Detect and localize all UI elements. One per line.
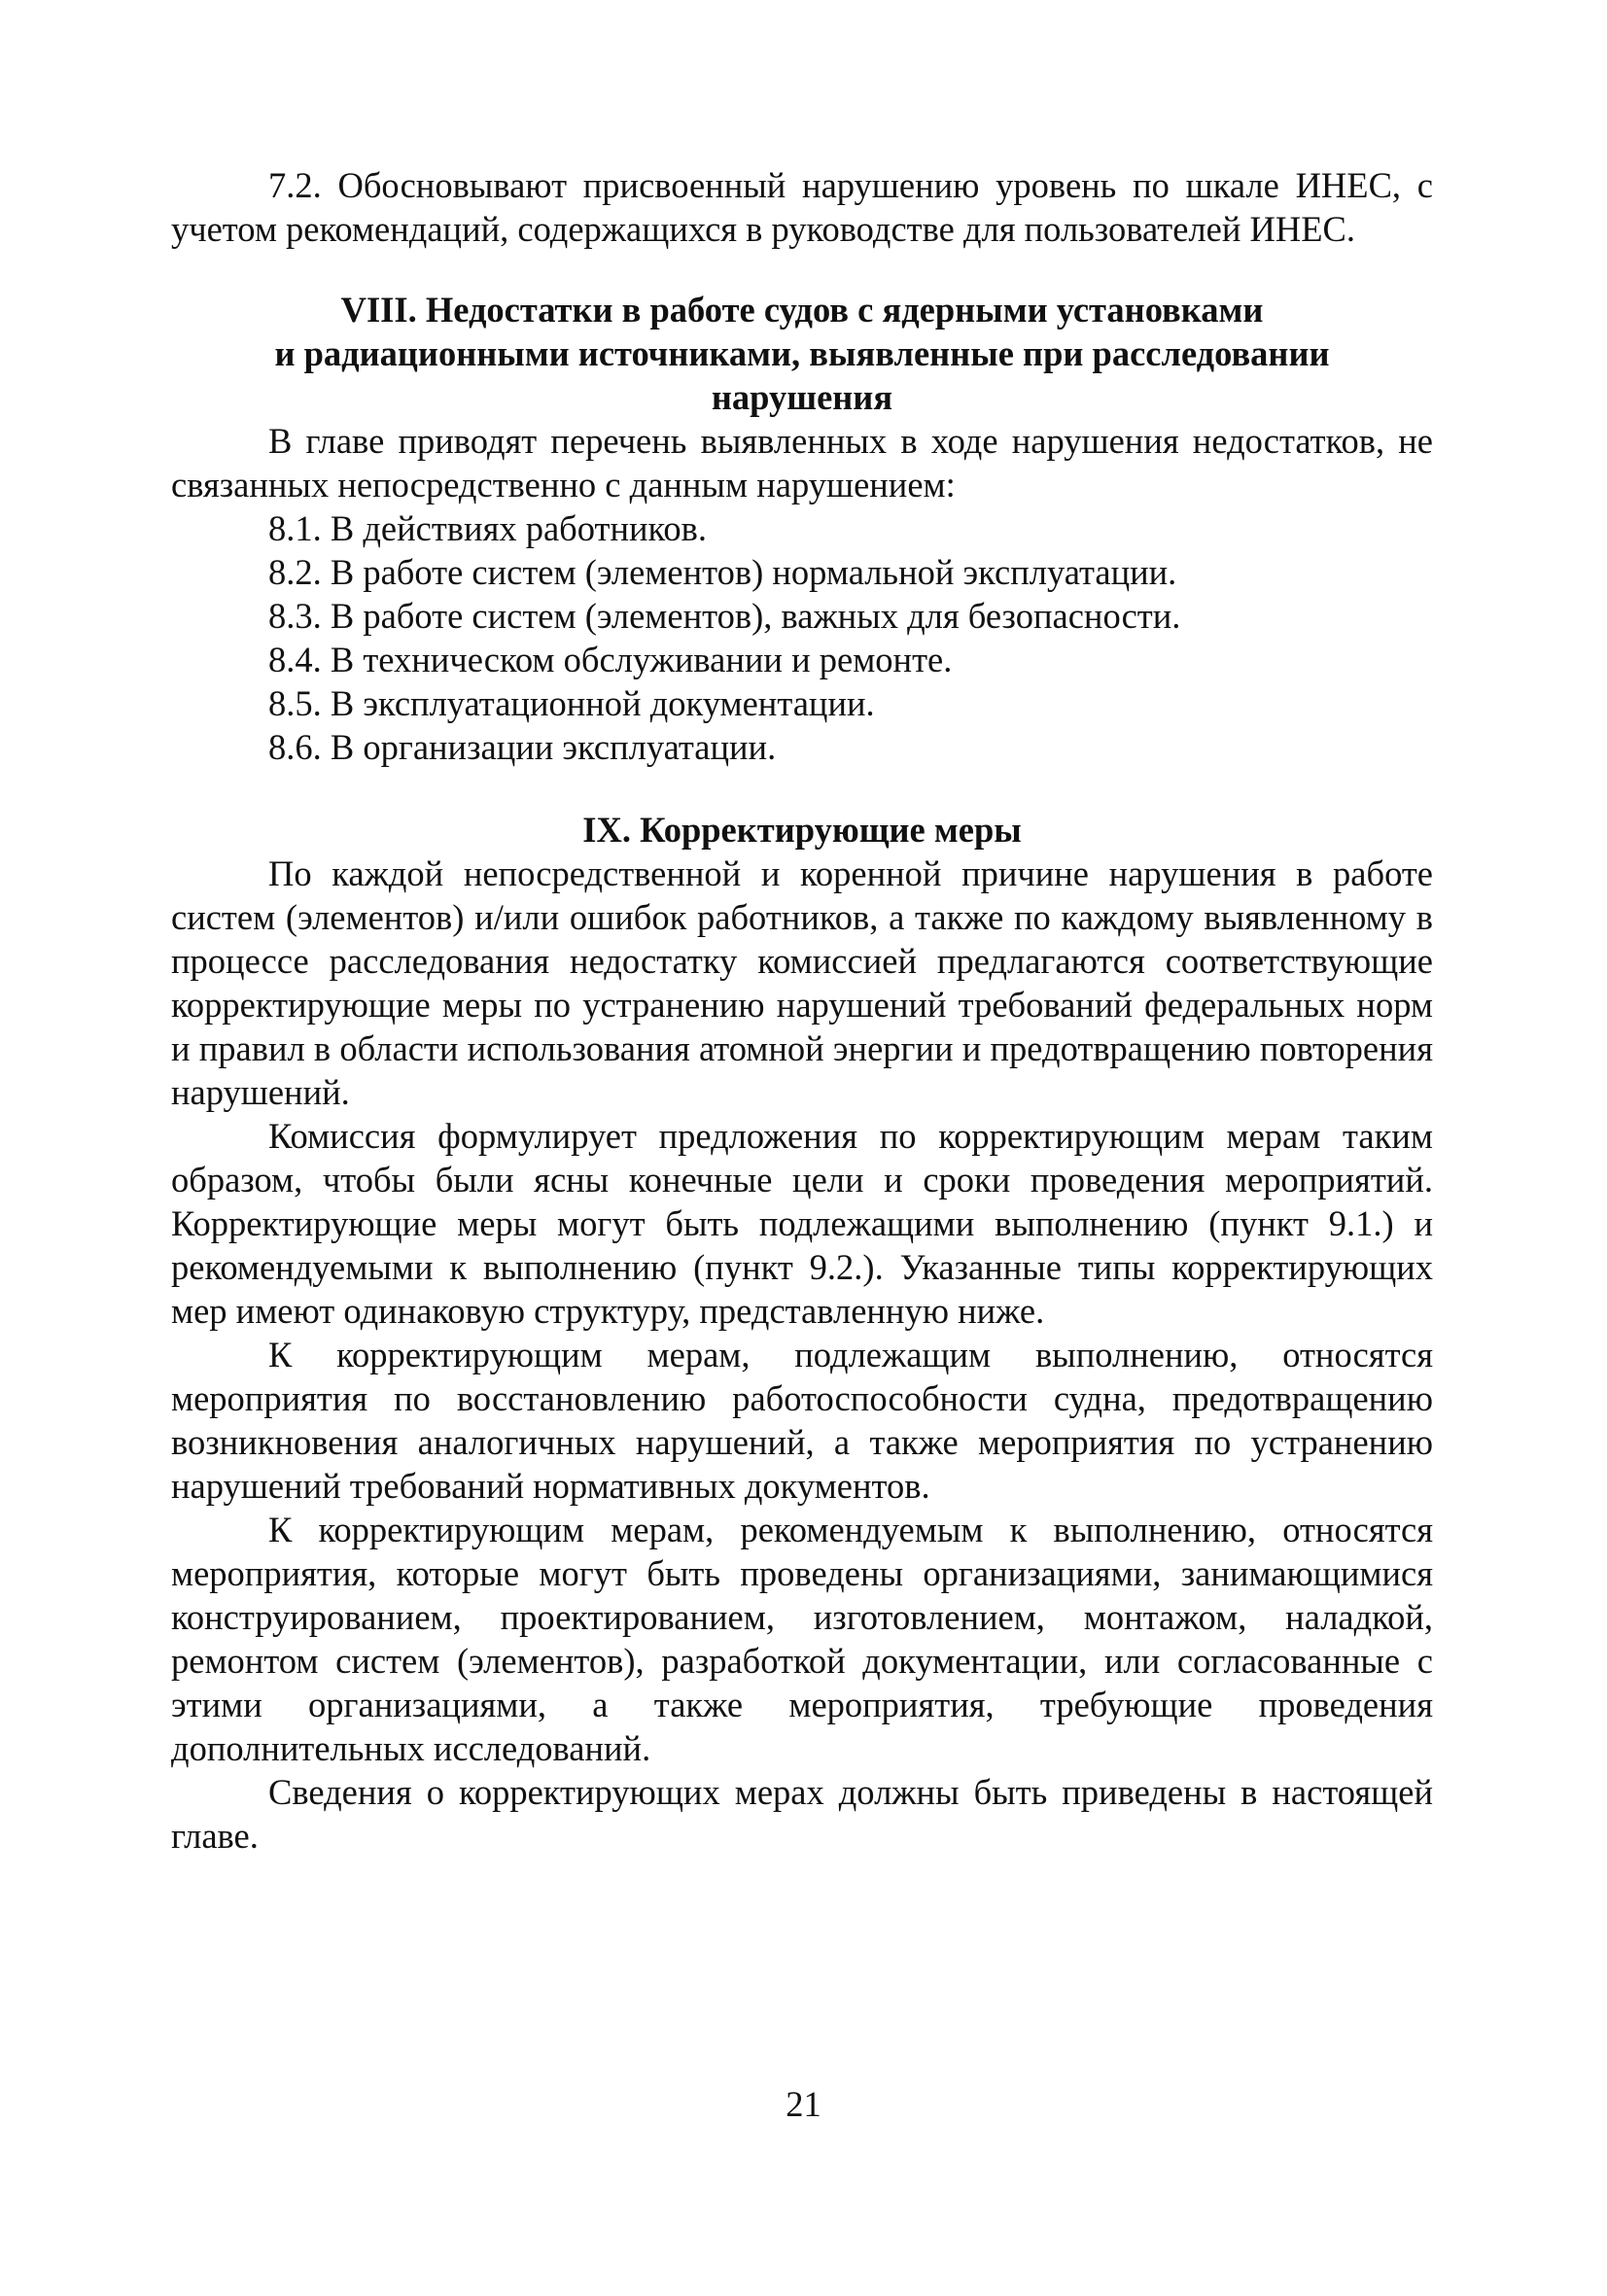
section-8-heading bbox=[171, 288, 1433, 419]
section-9-heading: IX. Корректирующие меры bbox=[582, 810, 1022, 850]
paragraph-7-2: 7.2. Обосновывают присвоенный нарушению уровень по шкале ИНЕС, с учетом рекомендаций, содержащихся в руководстве для пользователей ИНЕС. bbox=[171, 165, 1433, 249]
section-9-paragraph: К корректирующим мерам, рекомендуемым к выполнению, относятся мероприятия, которые могут быть проведены организациями, занимающимися конструированием, проектированием, изготовлением, монтажом, наладкой, ремонтом систем (элементов), разработкой документации, или согласованные с этими организациями, а также мероприятия, требующие проведения дополнительных исследований. bbox=[171, 1510, 1433, 1768]
section-8-heading-line-1: VIII. Недостатки в работе судов с ядерными установками bbox=[340, 290, 1264, 330]
section-8-list bbox=[171, 506, 1433, 769]
section-9-paragraph: Комиссия формулирует предложения по корректирующим мерам таким образом, чтобы были ясны конечные цели и сроки проведения мероприятий. Корректирующие меры могут быть подлежащими выполнению (пункт 9.1.) и рекомендуемыми к выполнению (пункт 9.2.). Указанные типы корректирующих мер имеют одинаковую структуру, представленную ниже. bbox=[171, 1116, 1433, 1331]
section-8-heading-line-3: нарушения bbox=[711, 377, 893, 417]
list-item: 8.6. В организации эксплуатации. bbox=[268, 727, 777, 767]
section-9-paragraph: К корректирующим мерам, подлежащим выполнению, относятся мероприятия по восстановлению работоспособности судна, предотвращению возникновения аналогичных нарушений, а также мероприятия по устранению нарушений требований нормативных документов. bbox=[171, 1335, 1433, 1506]
list-item: 8.4. В техническом обслуживании и ремонте. bbox=[268, 640, 953, 679]
list-item: 8.1. В действиях работников. bbox=[268, 508, 708, 548]
list-item: 8.3. В работе систем (элементов), важных для безопасности. bbox=[268, 596, 1181, 636]
list-item: 8.2. В работе систем (элементов) нормальной эксплуатации. bbox=[268, 552, 1177, 592]
section-8-heading-line-2: и радиационными источниками, выявленные при расследовании bbox=[274, 333, 1330, 373]
section-9-paragraph: Сведения о корректирующих мерах должны быть приведены в настоящей главе. bbox=[171, 1772, 1433, 1856]
page-number: 21 bbox=[786, 2084, 821, 2124]
list-item: 8.5. В эксплуатационной документации. bbox=[268, 683, 875, 723]
section-8-intro: В главе приводят перечень выявленных в ходе нарушения недостатков, не связанных непосредственно с данным нарушением: bbox=[171, 421, 1433, 504]
section-9-paragraph: По каждой непосредственной и коренной причине нарушения в работе систем (элементов) и/или ошибок работников, а также по каждому выявленному в процессе расследования недостатку комиссией предлагаются соответствующие корректирующие меры по устранению нарушений требований федеральных норм и правил в области использования атомной энергии и предотвращению повторения нарушений. bbox=[171, 853, 1433, 1112]
document-page bbox=[171, 163, 1433, 1858]
